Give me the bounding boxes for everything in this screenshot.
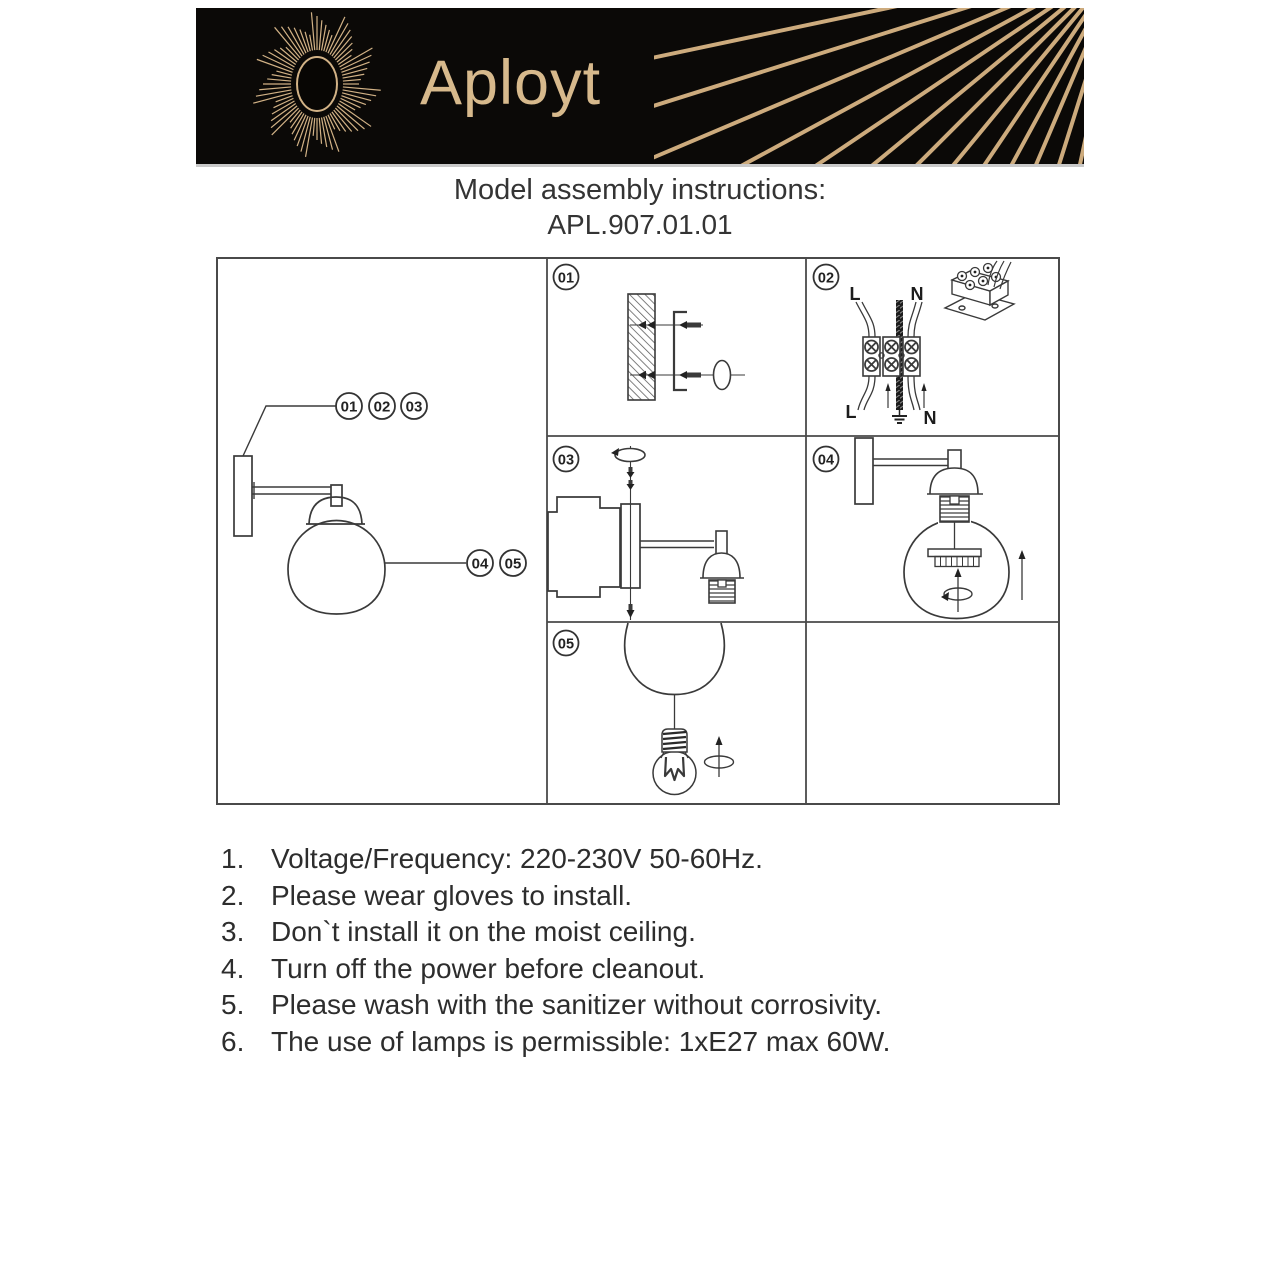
instruction-text: Don`t install it on the moist ceiling. (271, 916, 696, 947)
callout-label: 01 (340, 398, 358, 416)
overview-callouts-side (467, 550, 526, 576)
assembly-diagram (216, 257, 1060, 805)
panel-badge-01: 01 (557, 270, 575, 287)
wire-label-live-top: L (849, 284, 861, 304)
banner-separator (196, 164, 1084, 167)
panel-badge-05: 05 (557, 636, 575, 653)
instruction-number: 6. (221, 1025, 245, 1057)
terminal-block-3d (945, 261, 1014, 320)
instruction-item (221, 843, 890, 880)
ground-symbol-icon (892, 410, 907, 423)
brand-banner (196, 8, 1084, 164)
wire-label-neutral-bottom: N (923, 408, 937, 428)
instruction-number: 1. (221, 843, 245, 874)
brand-name: Aployt (420, 48, 602, 118)
panel-03-drawing (548, 446, 744, 620)
instruction-number: 4. (221, 952, 245, 984)
callout-label: 05 (504, 555, 522, 573)
instruction-text: Please wash with the sanitizer without corrosivity. (271, 989, 883, 1020)
instruction-number: 2. (221, 879, 245, 911)
panel-01-drawing (628, 294, 745, 400)
wire-label-live-bottom: L (845, 402, 857, 422)
instruction-text: The use of lamps is permissible: 1xE27 max 60W. (271, 1025, 891, 1057)
instruction-text: Voltage/Frequency: 220-230V 50-60Hz. (271, 843, 763, 874)
instruction-item (221, 953, 890, 990)
instruction-item (221, 916, 890, 953)
page-title: Model assembly instructions: (453, 174, 827, 206)
panel-05-drawing (625, 623, 734, 795)
sunburst-icon (232, 8, 402, 164)
instruction-item (221, 1026, 890, 1063)
lamp-overview-drawing (234, 406, 466, 614)
sunburst-center (297, 57, 337, 111)
panel-badge-04: 04 (817, 452, 835, 469)
panel-02-drawing (846, 261, 1015, 428)
model-number: APL.907.01.01 (547, 209, 733, 240)
instruction-number: 3. (221, 916, 245, 947)
instruction-number: 5. (221, 989, 245, 1020)
instruction-text: Turn off the power before cleanout. (271, 952, 706, 984)
instruction-list (221, 843, 890, 1062)
callout-label: 03 (405, 398, 423, 416)
panel-badge-03: 03 (557, 452, 575, 469)
wire-label-neutral-top: N (910, 284, 924, 304)
overview-callouts-top (336, 393, 427, 419)
fan-rays-icon (654, 8, 1084, 164)
instruction-text: Please wear gloves to install. (271, 879, 633, 911)
instruction-item (221, 880, 890, 917)
panel-04-drawing (855, 438, 1026, 619)
panel-badge-02: 02 (817, 270, 835, 287)
callout-label: 04 (471, 555, 489, 573)
callout-label: 02 (373, 398, 391, 416)
instruction-item (221, 989, 890, 1026)
title-block (0, 173, 1280, 242)
